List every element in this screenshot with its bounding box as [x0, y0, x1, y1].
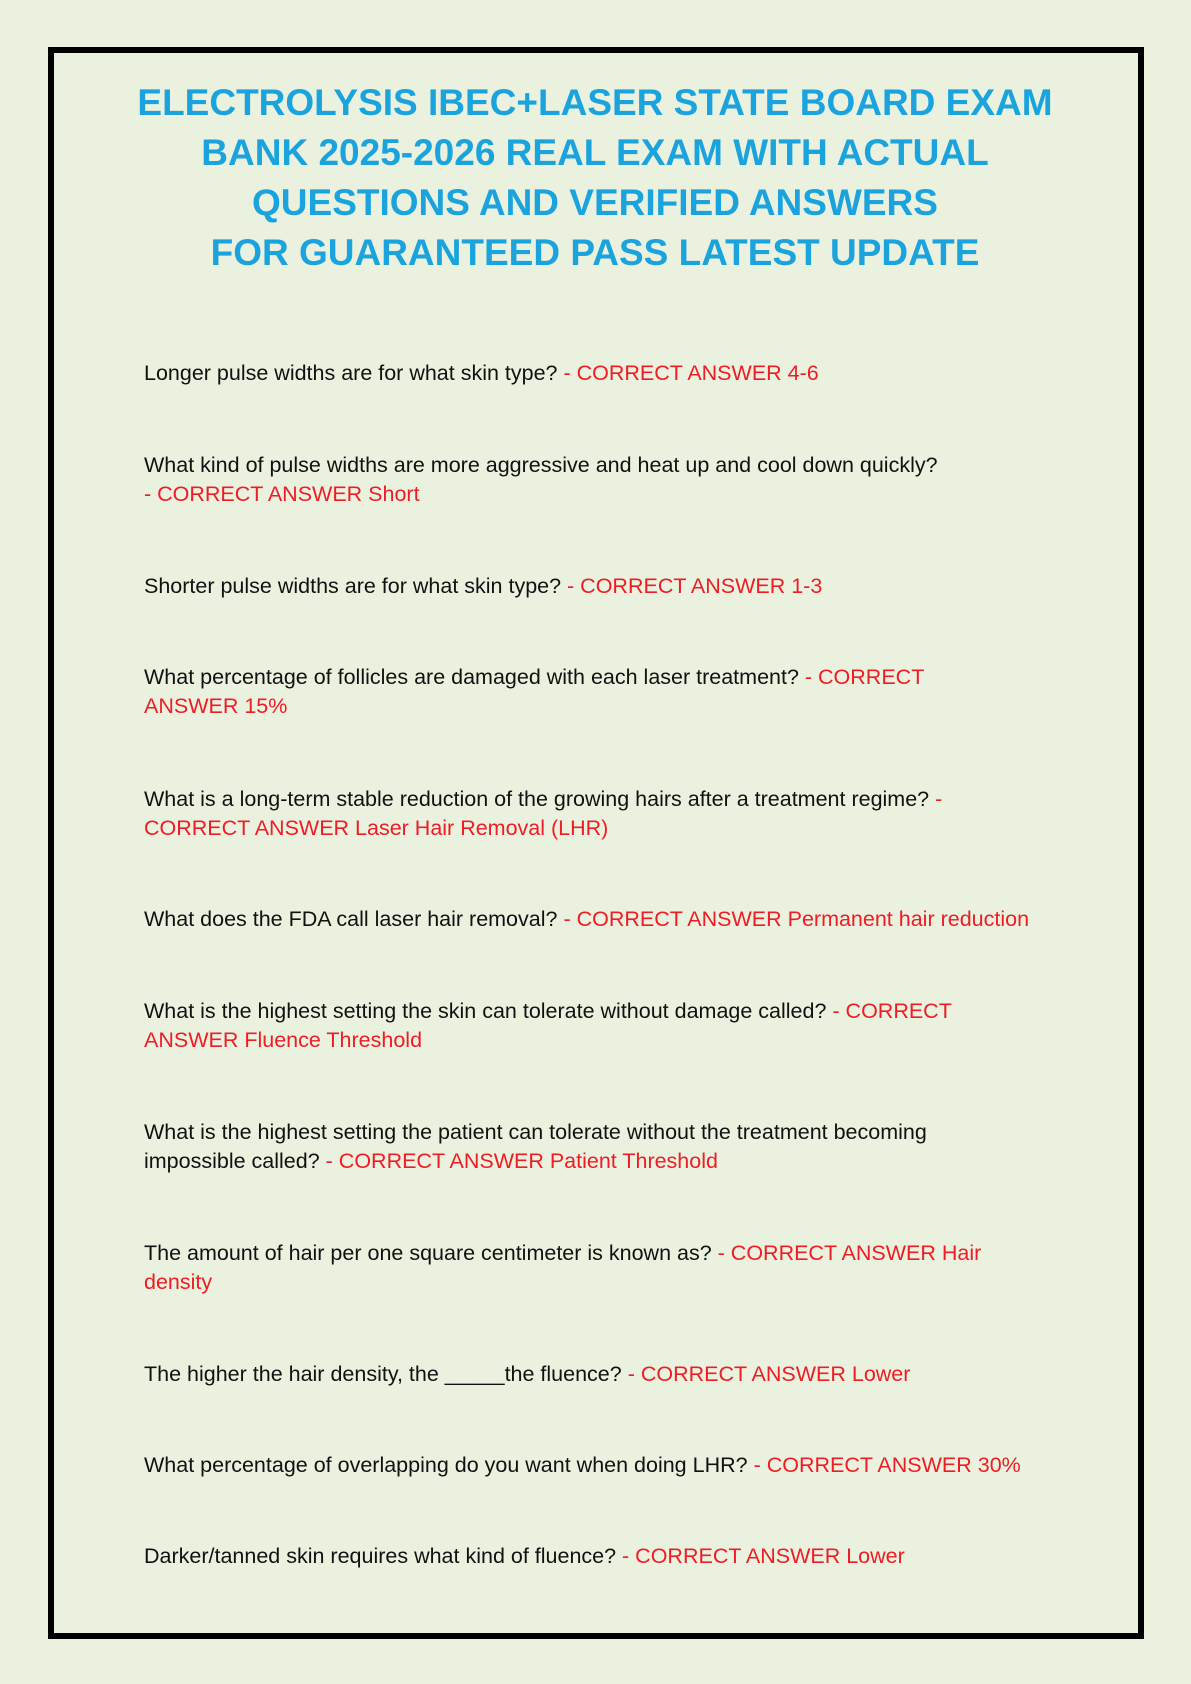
- answer-text: - CORRECT: [804, 665, 925, 689]
- title-line: QUESTIONS AND VERIFIED ANSWERS: [252, 182, 938, 223]
- question-text: What percentage of follicles are damaged with each laser treatment?: [144, 665, 805, 689]
- page-border: [48, 47, 1144, 1639]
- qa-item: [144, 1360, 910, 1389]
- answer-text: -: [935, 787, 943, 811]
- answer-text: - CORRECT ANSWER Patient Threshold: [325, 1149, 718, 1173]
- qa-item: [144, 1118, 927, 1176]
- answer-text: ANSWER Fluence Threshold: [144, 1028, 423, 1052]
- qa-item: [144, 1451, 1021, 1480]
- answer-text: - CORRECT ANSWER 1-3: [567, 574, 823, 598]
- answer-text: - CORRECT ANSWER Permanent hair reduction: [563, 907, 1030, 931]
- question-text: What kind of pulse widths are more aggressive and heat up and cool down quickly?: [144, 453, 938, 477]
- answer-text: - CORRECT ANSWER 4-6: [563, 361, 819, 385]
- question-text: What is a long-term stable reduction of the growing hairs after a treatment regime?: [144, 787, 936, 811]
- answer-text: CORRECT ANSWER Laser Hair Removal (LHR): [144, 816, 609, 840]
- question-text: The amount of hair per one square centimeter is known as?: [144, 1241, 718, 1265]
- qa-item: [144, 1239, 981, 1297]
- question-text: What is the highest setting the skin can tolerate without damage called?: [144, 999, 833, 1023]
- answer-text: - CORRECT ANSWER 30%: [753, 1453, 1021, 1477]
- answer-text: density: [144, 1270, 213, 1294]
- question-text: impossible called?: [144, 1149, 326, 1173]
- question-text: What percentage of overlapping do you want when doing LHR?: [144, 1453, 754, 1477]
- qa-item: [144, 905, 1029, 934]
- question-text: Darker/tanned skin requires what kind of fluence?: [144, 1544, 623, 1568]
- title-line: FOR GUARANTEED PASS LATEST UPDATE: [210, 232, 980, 273]
- title-line: ELECTROLYSIS IBEC+LASER STATE BOARD EXAM: [137, 82, 1053, 123]
- question-text: The higher the hair density, the _____the fluence?: [144, 1362, 628, 1386]
- answer-text: - CORRECT ANSWER Lower: [622, 1544, 905, 1568]
- answer-text: ANSWER 15%: [144, 694, 288, 718]
- answer-text: - CORRECT ANSWER Short: [144, 482, 420, 506]
- answer-text: - CORRECT ANSWER Lower: [627, 1362, 911, 1386]
- question-text: Longer pulse widths are for what skin type?: [144, 361, 564, 385]
- qa-item: [144, 572, 822, 601]
- qa-item: [144, 451, 938, 509]
- qa-item: [144, 359, 819, 388]
- qa-item: [144, 1542, 905, 1571]
- answer-text: - CORRECT ANSWER Hair: [717, 1241, 982, 1265]
- answer-text: - CORRECT: [832, 999, 952, 1023]
- document-title: [60, 78, 1130, 278]
- question-text: Shorter pulse widths are for what skin type?: [144, 574, 568, 598]
- question-text: What does the FDA call laser hair removal?: [144, 907, 564, 931]
- qa-item: [144, 997, 952, 1055]
- title-line: BANK 2025-2026 REAL EXAM WITH ACTUAL: [201, 132, 989, 173]
- qa-item: [144, 785, 942, 843]
- qa-item: [144, 663, 924, 721]
- question-text: What is the highest setting the patient can tolerate without the treatment becoming: [144, 1120, 927, 1144]
